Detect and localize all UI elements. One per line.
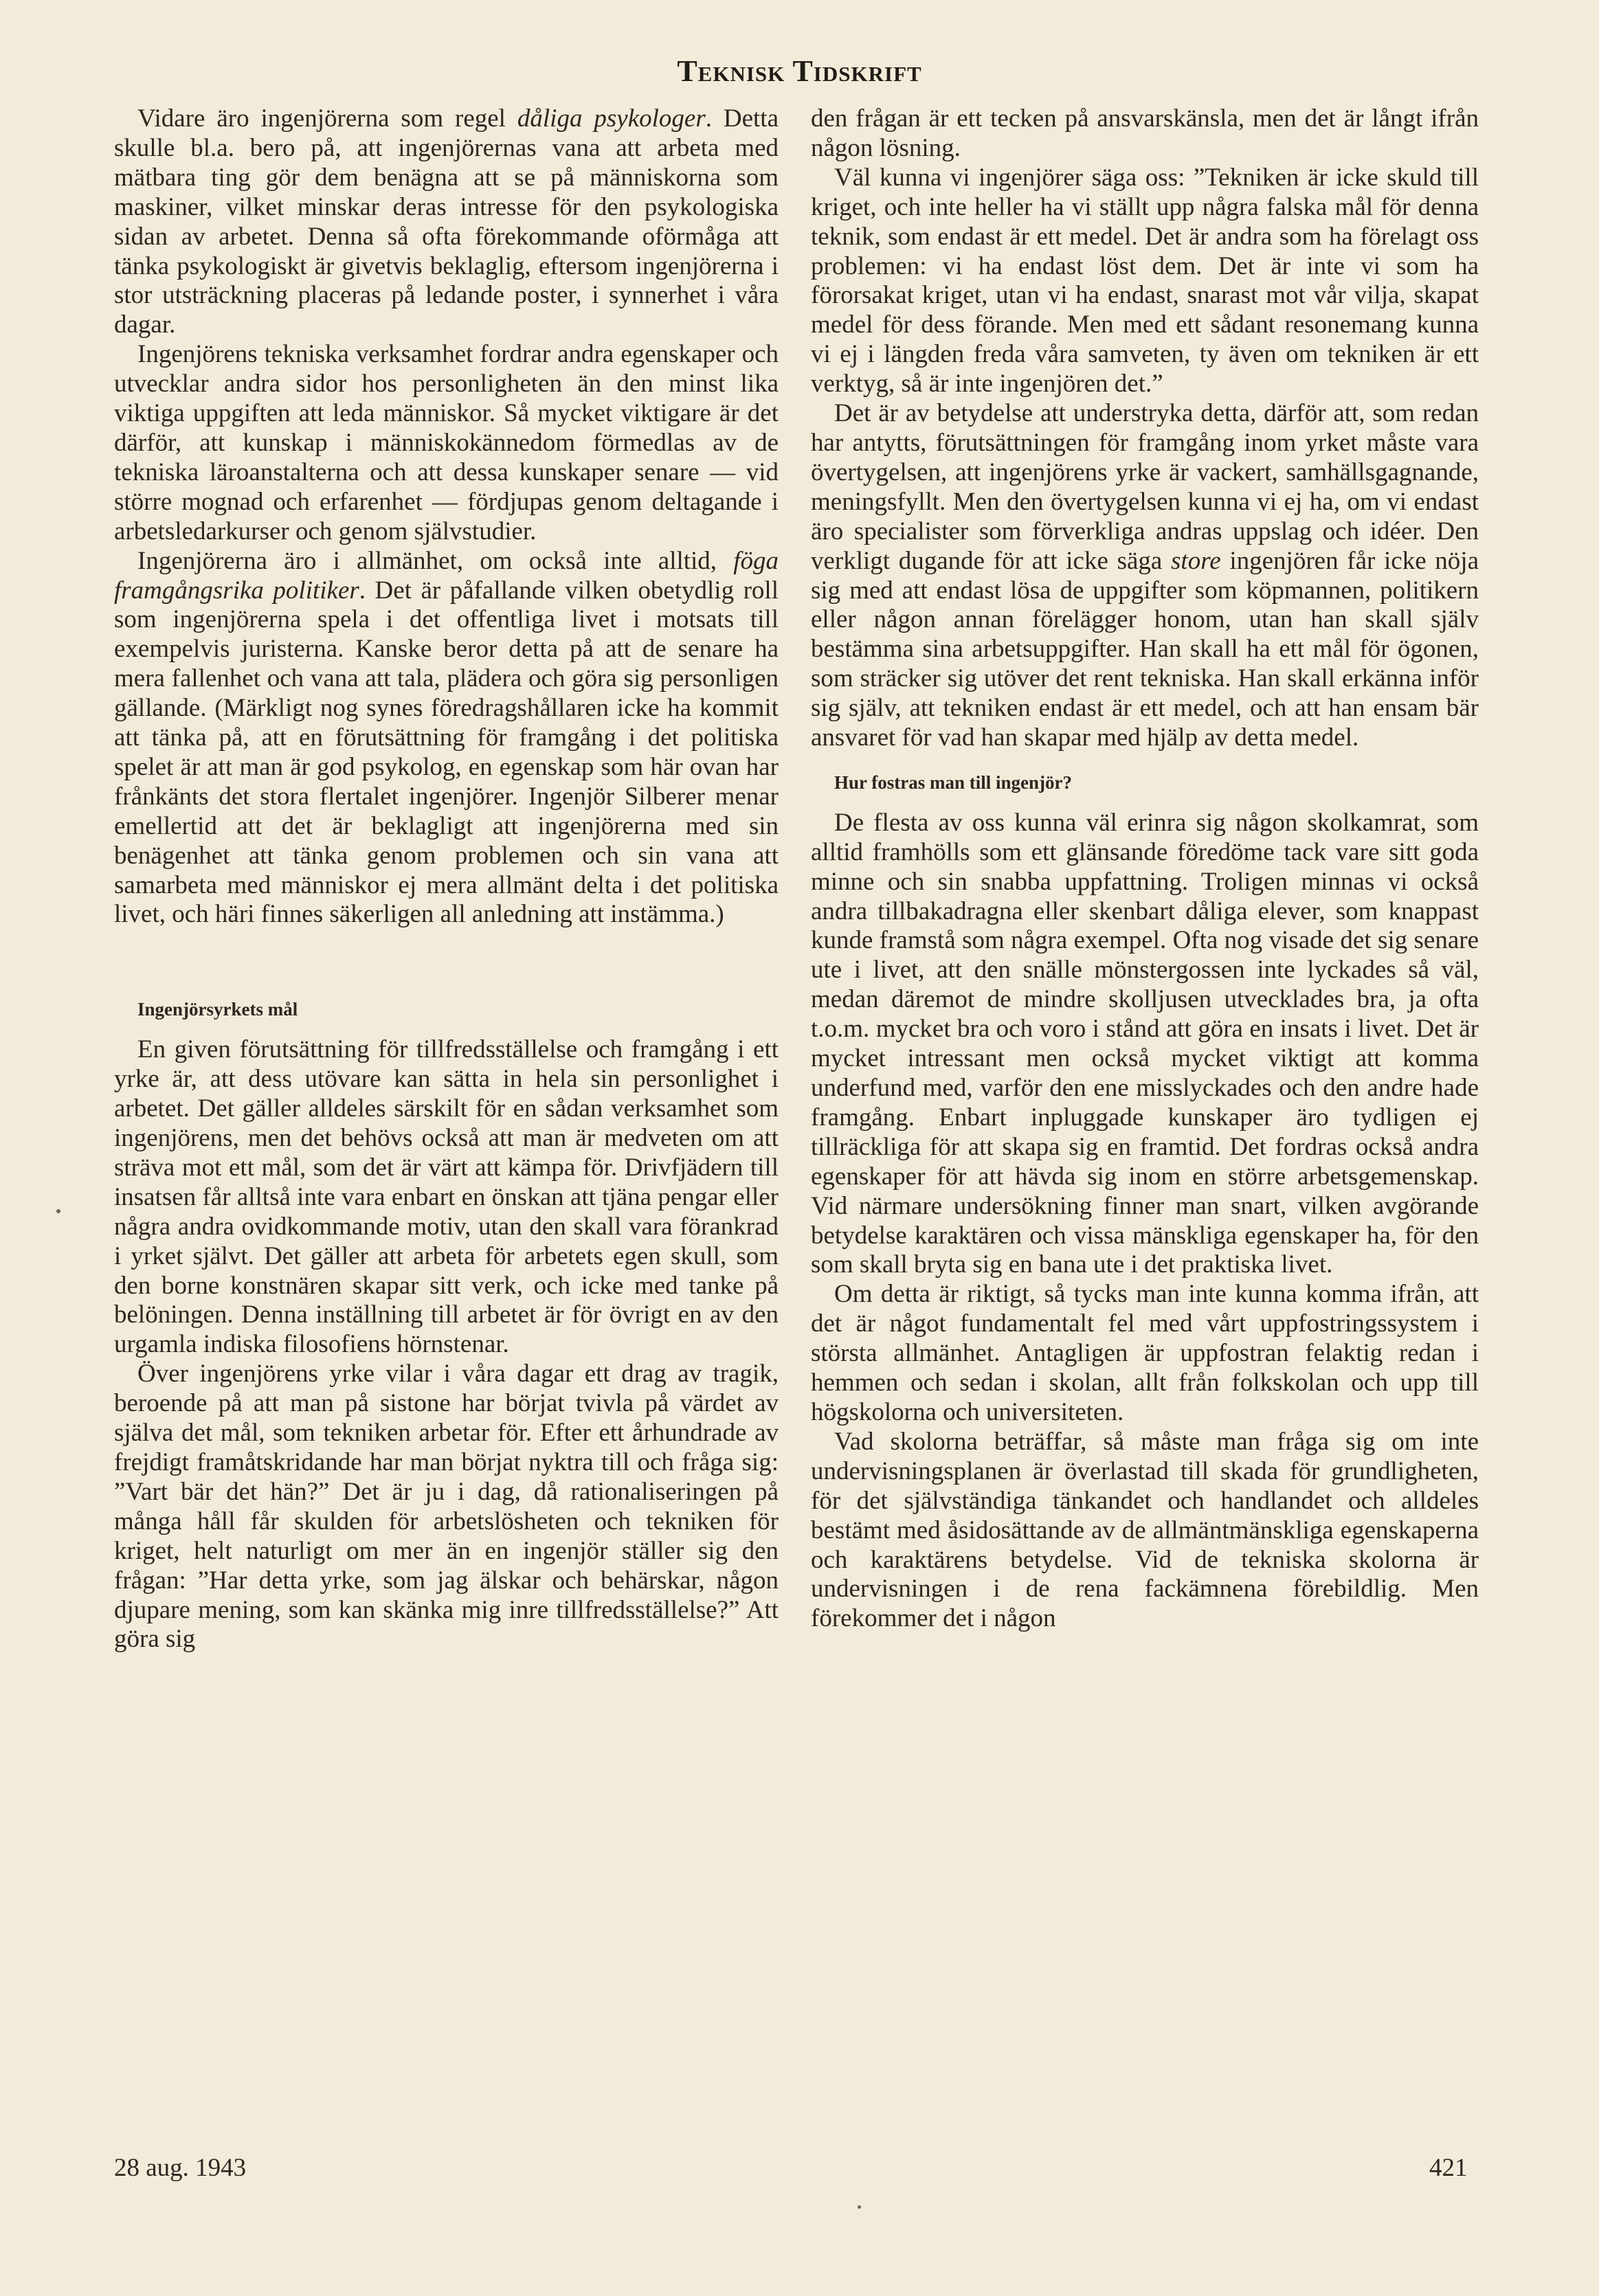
paragraph: De flesta av oss kunna väl erinra sig någon skolkamrat, som alltid framhölls som ett glänsande föredöme tack vare sitt goda minne och sin snabba uppfattning. Troligen minnas vi också andra tillbakadragna eller skenbart dåliga elever, som knappast kunde framstå som några exempel. Ofta nog visade det sig senare ute i livet, att den snälle mönstergossen inte lyckades så väl, medan däremot de mindre skolljusen utvecklades bra, ja ofta t.o.m. mycket bra och voro i stånd att göra en insats i livet. Det är mycket intressant men också mycket viktigt att komma underfund med, varför den ene misslyckades och den andre hade framgång. Enbart inpluggade kunskaper äro tydligen ej tillräckliga för att skapa sig en framtid. Det fordras också andra egenskaper för att hävda sig inom en större arbetsgemenskap. Vid närmare undersökning finner man snart, vilken avgörande betydelse karaktären och vissa mänskliga egenskaper ha, för den som skall bryta sig en bana ute i det praktiska livet.	[811, 808, 1479, 1279]
section-heading: Hur fostras man till ingenjör?	[834, 772, 1072, 793]
left-column	[114, 104, 779, 1654]
paragraph: En given förutsättning för tillfredsställelse och framgång i ett yrke är, att dess utövare kan sätta in hela sin personlighet i arbetet. Det gäller alldeles särskilt för en sådan verksamhet som ingenjörens, men det behövs också att man är medveten om att sträva mot ett mål, som det är värt att kämpa för. Drivfjädern till insatsen får alltså inte vara enbart en önskan att tjäna pengar eller några andra ovidkommande motiv, utan den skall vara förankrad i yrket självt. Det gäller att arbeta för arbetets egen skull, som den borne konstnären skapar sitt verk, och icke med tanke på belöningen. Denna inställning till arbetet är för övrigt en av den urgamla indiska filosofiens hörnstenar.	[114, 1035, 779, 1359]
print-speck	[56, 1209, 60, 1213]
paragraph: Över ingenjörens yrke vilar i våra dagar ett drag av tragik, beroende på att man på sistone har börjat tvivla på värdet av själva det mål, som tekniken arbetar för. Efter ett århundrade av frejdigt framåtskridande har man börjat nyktra till och fråga sig: ”Vart bär det hän?” Det är ju i dag, då rationaliseringen på många håll får skulden för arbetslösheten och tekniken för kriget, helt naturligt om mer än en ingenjör ställer sig den frågan: ”Har detta yrke, som jag älskar och behärskar, någon djupare mening, som kan skänka mig inre tillfredsställelse?” Att göra sig	[114, 1360, 779, 1654]
right-column	[811, 104, 1479, 1634]
page-number: 421	[1429, 2154, 1468, 2182]
paragraph: Vad skolorna beträffar, så måste man fråga sig om inte undervisningsplanen är överlastad till skada för grundligheten, för det självständiga tänkandet och handlandet och alldeles bestämt med åsidosättande av de allmäntmänskliga egenskaperna och karaktärens betydelse. Vid de tekniska skolorna är undervisningen i de rena fackämnena förebildlig. Men förekommer det i någon	[811, 1427, 1479, 1633]
journal-title: Teknisk Tidskrift	[677, 54, 922, 88]
paragraph: Vidare äro ingenjörerna som regel dåliga psykologer. Detta skulle bl.a. bero på, att ingenjörernas vana att arbeta med mätbara ting gör dem benägna att se på människorna som maskiner, vilket minskar deras intresse för den psykologiska sidan av arbetet. Denna så ofta förekommande oförmåga att tänka psykologiskt är givetvis beklaglig, eftersom ingenjörerna i stor utsträckning placeras på ledande poster, i synnerhet i våra dagar.	[114, 104, 779, 339]
print-speck	[858, 2205, 861, 2209]
issue-date: 28 aug. 1943	[114, 2154, 247, 2182]
paragraph: Om detta är riktigt, så tycks man inte kunna komma ifrån, att det är något fundamentalt fel med vårt uppfostringssystem i största allmänhet. Antagligen är uppfostran felaktig redan i hemmen och sedan i skolan, allt från folkskolan och upp till högskolorna och universiteten.	[811, 1280, 1479, 1426]
paragraph: Ingenjörens tekniska verksamhet fordrar andra egenskaper och utvecklar andra sidor hos personligheten än den minst lika viktiga uppgiften att leda människor. Så mycket viktigare är det därför, att kunskap i människokännedom förmedlas av de tekniska läroanstalterna och att dessa kunskaper senare — vid större mognad och erfarenhet — fördjupas genom deltagande i arbetsledarkurser och genom självstudier.	[114, 340, 779, 545]
paragraph: Väl kunna vi ingenjörer säga oss: ”Tekniken är icke skuld till kriget, och inte heller ha vi ställt upp några falska mål för denna teknik, som endast är ett medel. Det är andra som ha förelagt oss problemen: vi ha endast löst dem. Det är inte vi som ha förorsakat kriget, utan vi ha endast, snarast mot vår vilja, skapat medel för dess förande. Men med ett sådant resonemang kunna vi ej i längden freda våra samveten, ty även om tekniken är ett verktyg, så är inte ingenjören det.”	[811, 163, 1479, 398]
paragraph: Det är av betydelse att understryka detta, därför att, som redan har antytts, förutsättningen för framgång inom yrket måste vara övertygelsen, att ingenjörens yrke är vackert, samhällsgagnande, meningsfyllt. Men den övertygelsen kunna vi ej ha, om vi endast äro specialister som förverkliga andras uppslag och idéer. Den verkligt dugande för att icke säga store ingenjören får icke nöja sig med att endast lösa de uppgifter som köpmannen, politikern eller någon annan förelägger honom, utan han skall själv bestämma sina arbetsuppgifter. Han skall ha ett mål för ögonen, som sträcker sig utöver det rent tekniska. Han skall erkänna inför sig själv, att tekniken endast är ett medel, och att han ensam bär ansvaret för vad han skapar med hjälp av detta medel.	[811, 399, 1479, 752]
paragraph: Ingenjörerna äro i allmänhet, om också inte alltid, föga framgångsrika politiker. Det är påfallande vilken obetydlig roll som ingenjörerna spela i det offentliga livet i motsats till exempelvis juristerna. Kanske beror detta på att de senare ha mera fallenhet och vana att tala, plädera och göra sig personligen gällande. (Märkligt nog synes föredragshållaren icke ha kommit att tänka på, att en förutsättning för framgång i det politiska spelet är att man är god psykolog, en egenskap som här ovan har frånkänts det stora flertalet ingenjörer. Ingenjör Silberer menar emellertid att det är beklagligt att ingenjörerna med sin benägenhet att tänka genom problemen och sin vana att samarbeta med människor ej mera allmänt delta i det politiska livet, och häri finnes säkerligen all anledning att instämma.)	[114, 546, 779, 929]
section-heading: Ingenjörsyrkets mål	[137, 999, 298, 1020]
paragraph: den frågan är ett tecken på ansvarskänsla, men det är långt ifrån någon lösning.	[811, 104, 1479, 162]
